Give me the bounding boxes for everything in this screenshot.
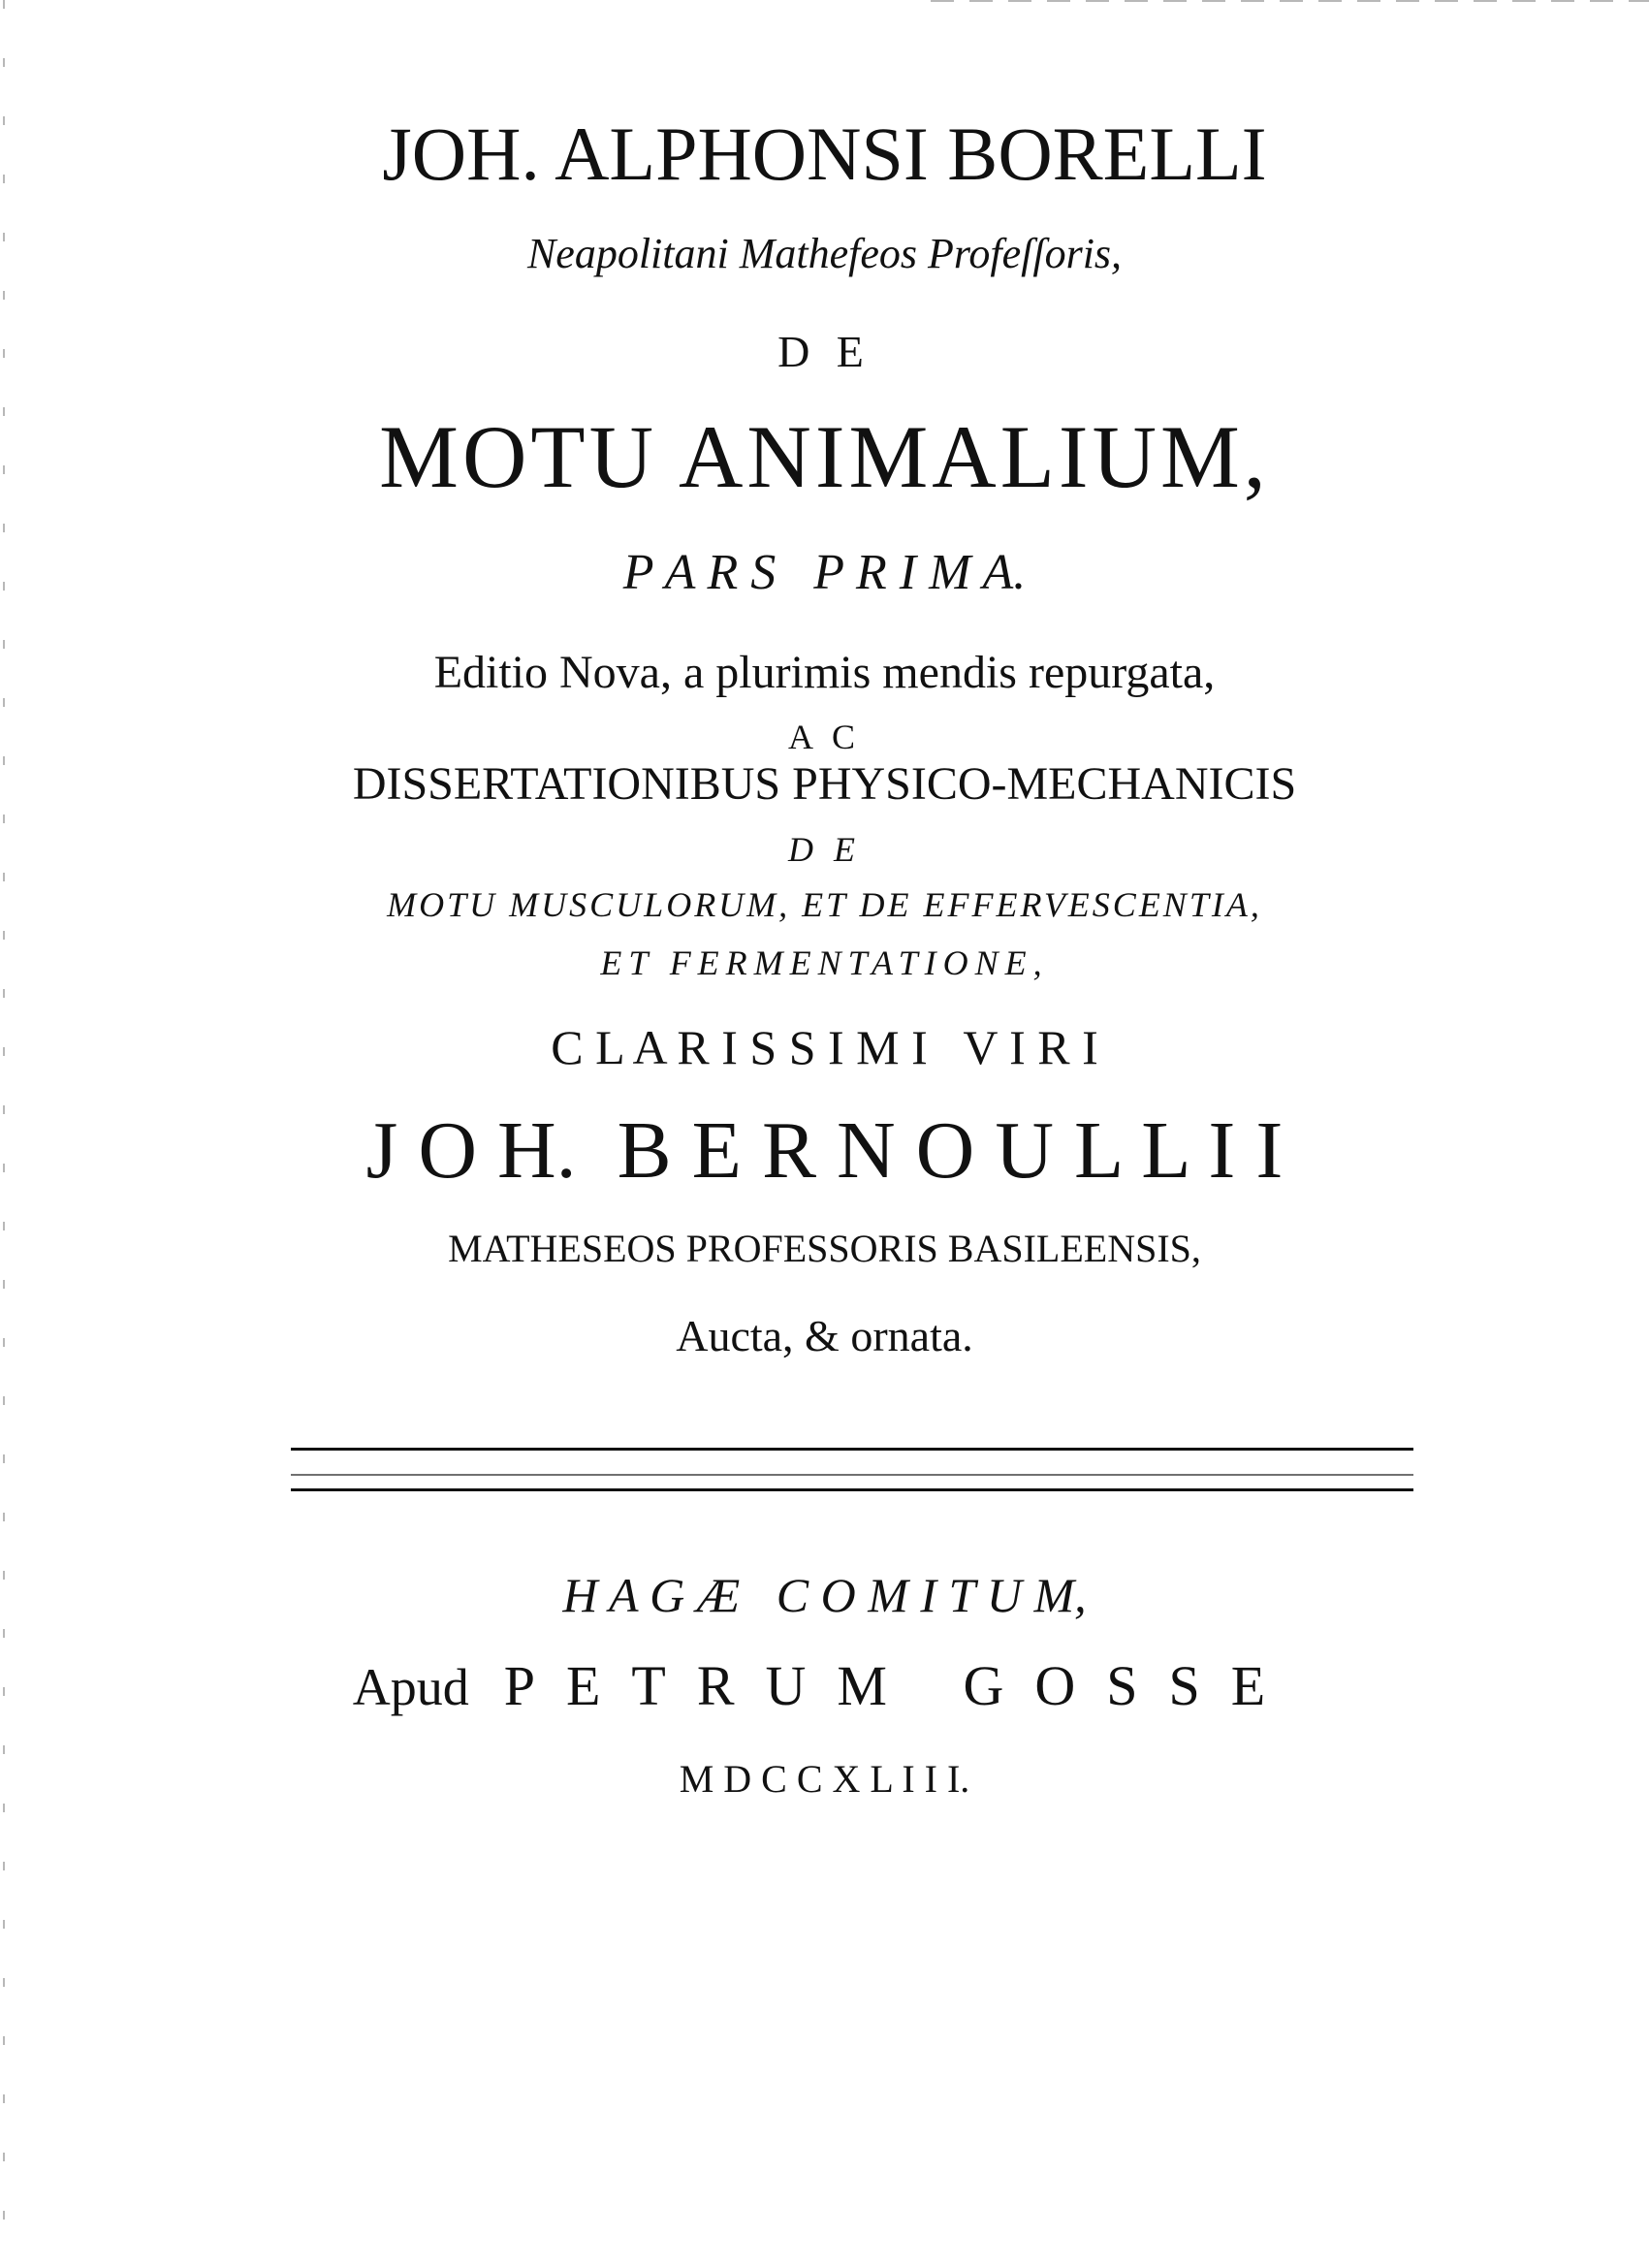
scan-edge-top [931, 0, 1649, 2]
main-title: MOTU ANIMALIUM, [379, 407, 1270, 506]
editor-name: J O H. B E R N O U L L I I [365, 1105, 1284, 1196]
imprint-place: H A G Æ C O M I T U M, [562, 1568, 1087, 1622]
clarissimi-line: C L A R I S S I M I V I R I [551, 1020, 1098, 1074]
author-line: JOH. ALPHONSI BORELLI [382, 112, 1267, 196]
double-rule-bottom [291, 1488, 1413, 1491]
imprint-year: M D C C X L I I I. [679, 1757, 970, 1801]
topics-line-1: MOTU MUSCULORUM, ET DE EFFERVESCENTIA, [387, 885, 1262, 924]
imprint-apud: Apud [352, 1658, 469, 1716]
topics-line-2: ET FERMENTATIONE, [600, 943, 1049, 982]
dissertations-line: DISSERTATIONIBUS PHYSICO-MECHANICIS [352, 758, 1297, 810]
aucta-line: Aucta, & ornata. [676, 1311, 973, 1360]
ac-line: A C [787, 718, 862, 756]
editor-role-line: MATHESEOS PROFESSORIS BASILEENSIS, [448, 1227, 1201, 1270]
imprint-publisher: PETRUM GOSSE [503, 1654, 1297, 1717]
edition-line: Editio Nova, a plurimis mendis repurgata, [433, 647, 1216, 698]
double-rule-top [291, 1448, 1413, 1451]
author-role-line: Neapolitani Mathefeos Profeſſoris, [526, 230, 1123, 277]
de-line-2: D E [788, 830, 861, 869]
rule-hairline [291, 1474, 1413, 1476]
imprint-publisher-line [0, 1654, 1649, 1717]
part-line: P A R S P R I M A. [622, 545, 1027, 600]
de-line-1: D E [777, 327, 872, 376]
